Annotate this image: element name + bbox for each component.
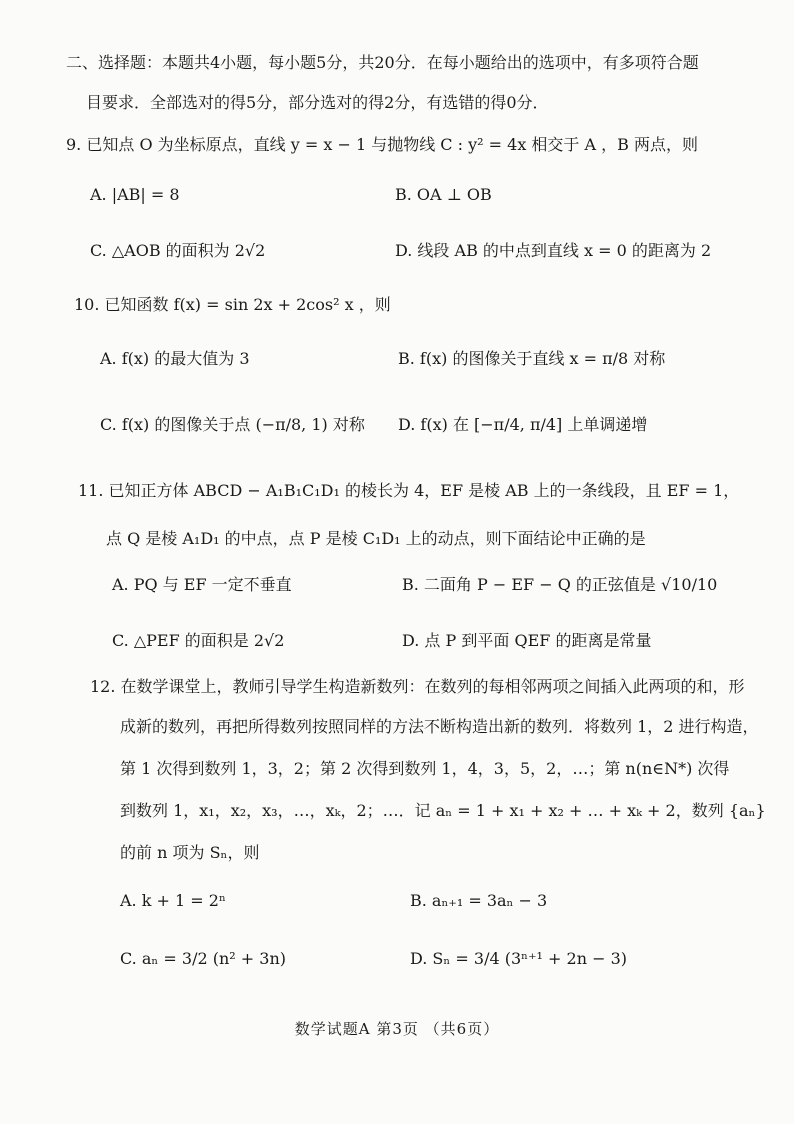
question-10-option-b: B. f(x) 的图像关于直线 x = π/8 对称 [398, 349, 666, 368]
question-12-option-d: D. Sₙ = 3/4 (3ⁿ⁺¹ + 2n − 3) [410, 949, 627, 968]
question-12-option-b: B. aₙ₊₁ = 3aₙ − 3 [410, 891, 548, 910]
question-10-option-c: C. f(x) 的图像关于点 (−π/8, 1) 对称 [100, 415, 365, 434]
question-12-option-c: C. aₙ = 3/2 (n² + 3n) [120, 949, 286, 968]
question-11-option-c: C. △PEF 的面积是 2√2 [112, 631, 285, 650]
question-12-stem-line-4: 到数列 1，x₁，x₂，x₃，…，xₖ，2；…．记 aₙ = 1 + x₁ + x₂ + … + xₖ + 2，数列 {aₙ} [120, 801, 766, 820]
question-12-stem-line-5: 的前 n 项为 Sₙ，则 [120, 843, 260, 862]
question-12-stem-line-3: 第 1 次得到数列 1，3，2；第 2 次得到数列 1，4，3，5，2，…；第 n(n∈N*) 次得 [120, 759, 730, 778]
question-9-stem: 9. 已知点 O 为坐标原点，直线 y = x − 1 与抛物线 C : y² = 4x 相交于 A ，B 两点，则 [66, 135, 698, 154]
question-9-option-a: A. |AB| = 8 [90, 185, 180, 204]
question-11-option-d: D. 点 P 到平面 QEF 的距离是常量 [402, 631, 652, 650]
question-11-option-a: A. PQ 与 EF 一定不垂直 [112, 575, 292, 594]
question-9-option-b: B. OA ⊥ OB [395, 185, 492, 204]
question-9-option-c: C. △AOB 的面积为 2√2 [90, 241, 266, 260]
page-footer: 数学试题A 第3页 （共6页） [294, 1020, 500, 1038]
question-12-stem-line-2: 成新的数列，再把所得数列按照同样的方法不断构造出新的数列．将数列 1，2 进行构造， [120, 717, 759, 736]
question-12-stem-line-1: 12. 在数学课堂上，教师引导学生构造新数列：在数列的每相邻两项之间插入此两项的和，形 [90, 677, 745, 696]
question-11-option-b: B. 二面角 P − EF − Q 的正弦值是 √10/10 [402, 575, 718, 594]
section-heading-line-2: 目要求．全部选对的得5分，部分选对的得2分，有选错的得0分． [86, 93, 549, 112]
question-10-option-a: A. f(x) 的最大值为 3 [100, 349, 250, 368]
question-11-stem-line-1: 11. 已知正方体 ABCD − A₁B₁C₁D₁ 的棱长为 4，EF 是棱 AB 上的一条线段，且 EF = 1， [78, 481, 740, 500]
question-11-stem-line-2: 点 Q 是棱 A₁D₁ 的中点，点 P 是棱 C₁D₁ 上的动点，则下面结论中正确的是 [106, 529, 646, 548]
question-10-stem: 10. 已知函数 f(x) = sin 2x + 2cos² x ，则 [74, 295, 391, 314]
question-9-option-d: D. 线段 AB 的中点到直线 x = 0 的距离为 2 [395, 241, 712, 260]
section-heading-line-1: 二、选择题：本题共4小题，每小题5分，共20分．在每小题给出的选项中，有多项符合题 [66, 53, 699, 72]
question-10-option-d: D. f(x) 在 [−π/4, π/4] 上单调递增 [398, 415, 648, 434]
question-12-option-a: A. k + 1 = 2ⁿ [120, 891, 226, 910]
